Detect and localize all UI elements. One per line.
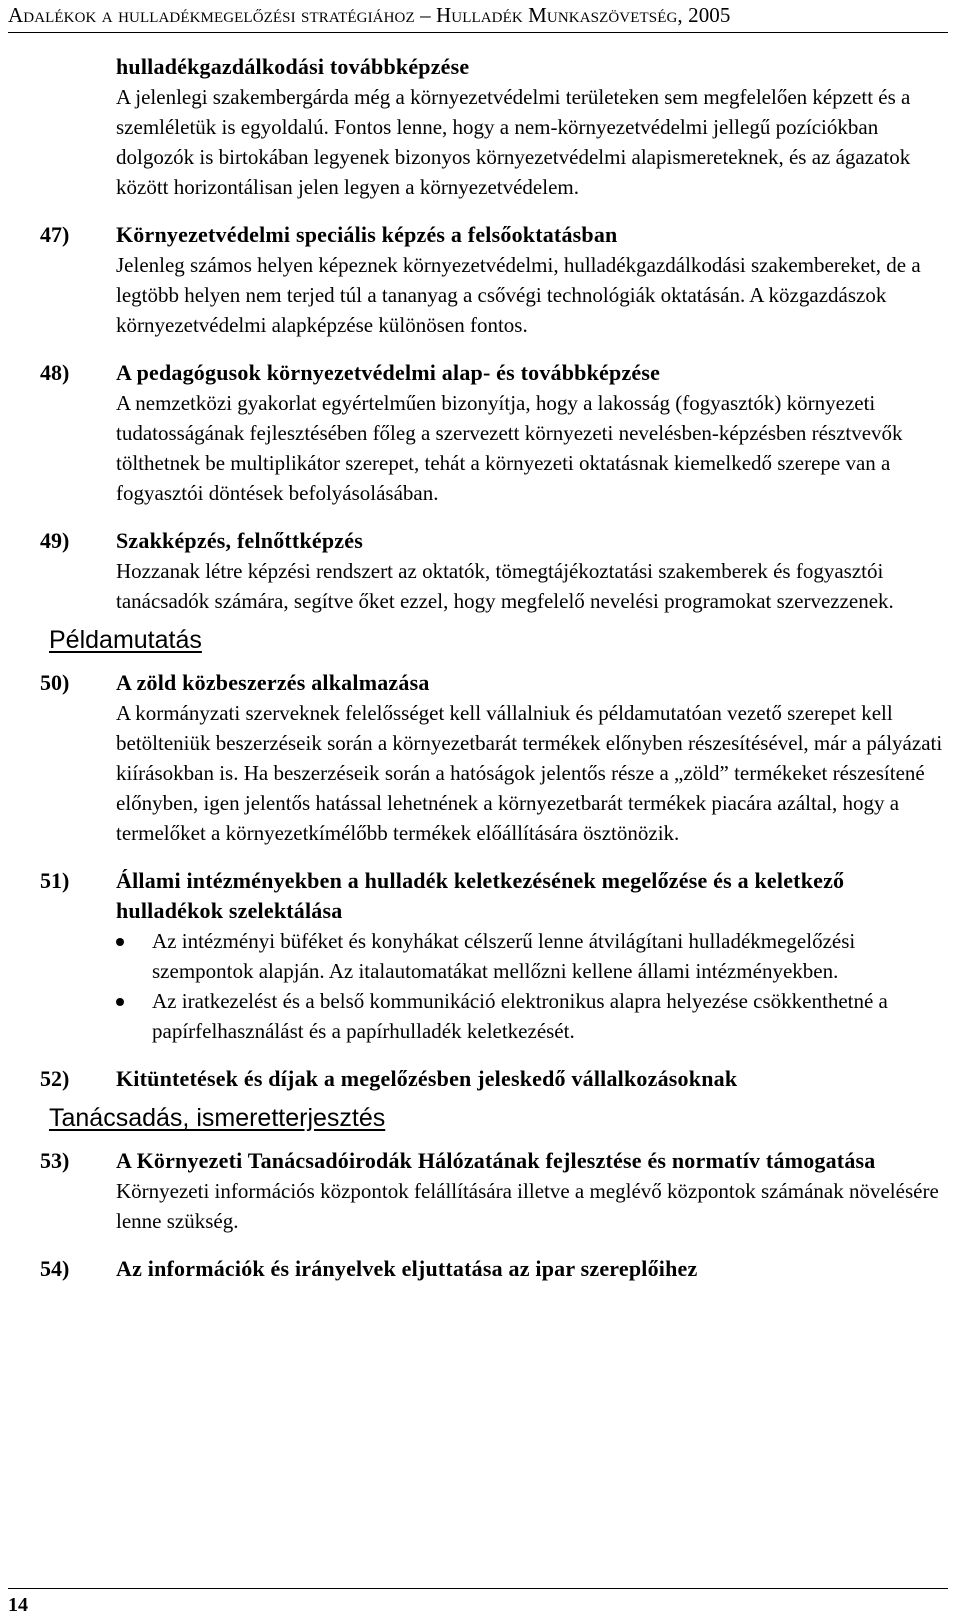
item-number: 54) <box>40 1256 70 1281</box>
item-number: 50) <box>40 670 70 695</box>
item-number: 52) <box>40 1066 70 1091</box>
item-text: Jelenleg számos helyen képeznek környezetvédelmi, hulladékgazdálkodási szakembereket, de a legtöbb helyen nem terjed túl a tananyag a csővégi technológiák oktatásán. A közgazdászok környezetvédelmi alapképzése különösen fontos. <box>116 253 921 337</box>
document-body <box>40 52 950 1284</box>
item-heading: A zöld közbeszerzés alkalmazása <box>116 670 430 695</box>
item-heading: Kitüntetések és díjak a megelőzésben jeleskedő vállalkozásoknak <box>116 1066 738 1091</box>
item-47 <box>40 220 950 340</box>
section-title-peldamutatas: Példamutatás <box>49 626 202 654</box>
item-number: 53) <box>40 1148 70 1173</box>
bullet-dot-icon <box>116 998 124 1006</box>
bullet-dot-icon <box>116 938 124 946</box>
item-heading: A Környezeti Tanácsadóirodák Hálózatának fejlesztése és normatív támogatása <box>116 1148 876 1173</box>
page-number: 14 <box>8 1588 948 1618</box>
item-49 <box>40 526 950 616</box>
item-52 <box>40 1064 950 1094</box>
item-number: 49) <box>40 528 70 553</box>
continuation-block <box>40 52 950 202</box>
item-heading: A pedagógusok környezetvédelmi alap- és továbbképzése <box>116 360 661 385</box>
item-heading: Állami intézményekben a hulladék keletkezésének megelőzése és a keletkező hulladékok szelektálása <box>116 868 845 923</box>
running-header: Adalékok a hulladékmegelőzési stratégiához – Hulladék Munkaszövetség, 2005 <box>8 0 948 33</box>
continuation-text: A jelenlegi szakembergárda még a környezetvédelmi területeken sem megfelelően képzett és a szemléletük is egyoldalú. Fontos lenne, hogy a nem-környezetvédelmi jellegű pozíciókban dolgozók is birtokában legyenek bizonyos környezetvédelmi alapismereteknek, és az ágazatok között horizontálisan jelen legyen a környezetvédelem. <box>116 85 911 199</box>
item-number: 51) <box>40 868 70 893</box>
item-53 <box>40 1146 950 1236</box>
item-heading: Az információk és irányelvek eljuttatása az ipar szereplőihez <box>116 1256 698 1281</box>
bullet-list <box>116 926 950 1046</box>
item-text: Hozzanak létre képzési rendszert az oktatók, tömegtájékoztatási szakemberek és fogyasztói tanácsadók számára, segítve őket ezzel, hogy megfelelő nevelési programokat szervezzenek. <box>116 559 894 613</box>
bullet-item <box>116 926 950 986</box>
item-heading: Szakképzés, felnőttképzés <box>116 528 363 553</box>
item-number: 48) <box>40 360 70 385</box>
item-number: 47) <box>40 222 70 247</box>
bullet-text: Az intézményi büféket és konyhákat célszerű lenne átvilágítani hulladékmegelőzési szempontok alapján. Az italautomatákat mellőzni kellene állami intézményekben. <box>152 929 856 983</box>
item-48 <box>40 358 950 508</box>
item-50 <box>40 668 950 848</box>
section-title-tanacsadas: Tanácsadás, ismeretterjesztés <box>49 1104 386 1132</box>
item-text: A nemzetközi gyakorlat egyértelműen bizonyítja, hogy a lakosság (fogyasztók) környezeti tudatosságának fejlesztésében főleg a szervezett környezeti nevelésben-képzésben résztvevők tölthetnek be multiplikátor szerepet, tehát a környezeti oktatásnak kiemelkedő szerepe van a fogyasztói döntések befolyásolásában. <box>116 391 903 505</box>
item-heading: Környezetvédelmi speciális képzés a felsőoktatásban <box>116 222 618 247</box>
bullet-item <box>116 986 950 1046</box>
bullet-text: Az iratkezelést és a belső kommunikáció elektronikus alapra helyezése csökkenthetné a papírfelhasználást és a papírhulladék keletkezését. <box>152 989 888 1043</box>
item-54 <box>40 1254 950 1284</box>
continuation-heading: hulladékgazdálkodási továbbképzése <box>116 54 470 79</box>
item-text: Környezeti információs központok felállítására illetve a meglévő központok számának növelésére lenne szükség. <box>116 1179 939 1233</box>
item-text: A kormányzati szerveknek felelősséget kell vállalniuk és példamutatóan vezető szerepet kell betölteniük beszerzéseik során a környezetbarát termékek előnyben részesítésével, már a pályázati kiírásokban is. Ha beszerzéseik során a hatóságok jelentős része a „zöld” termékeket részesítené előnyben, igen jelentős hatással lehetnének a környezetbarát termékek piacára azáltal, hogy a termelőket a környezetkímélőbb termékek előállítására ösztönözik. <box>116 701 943 845</box>
item-51 <box>40 866 950 1046</box>
